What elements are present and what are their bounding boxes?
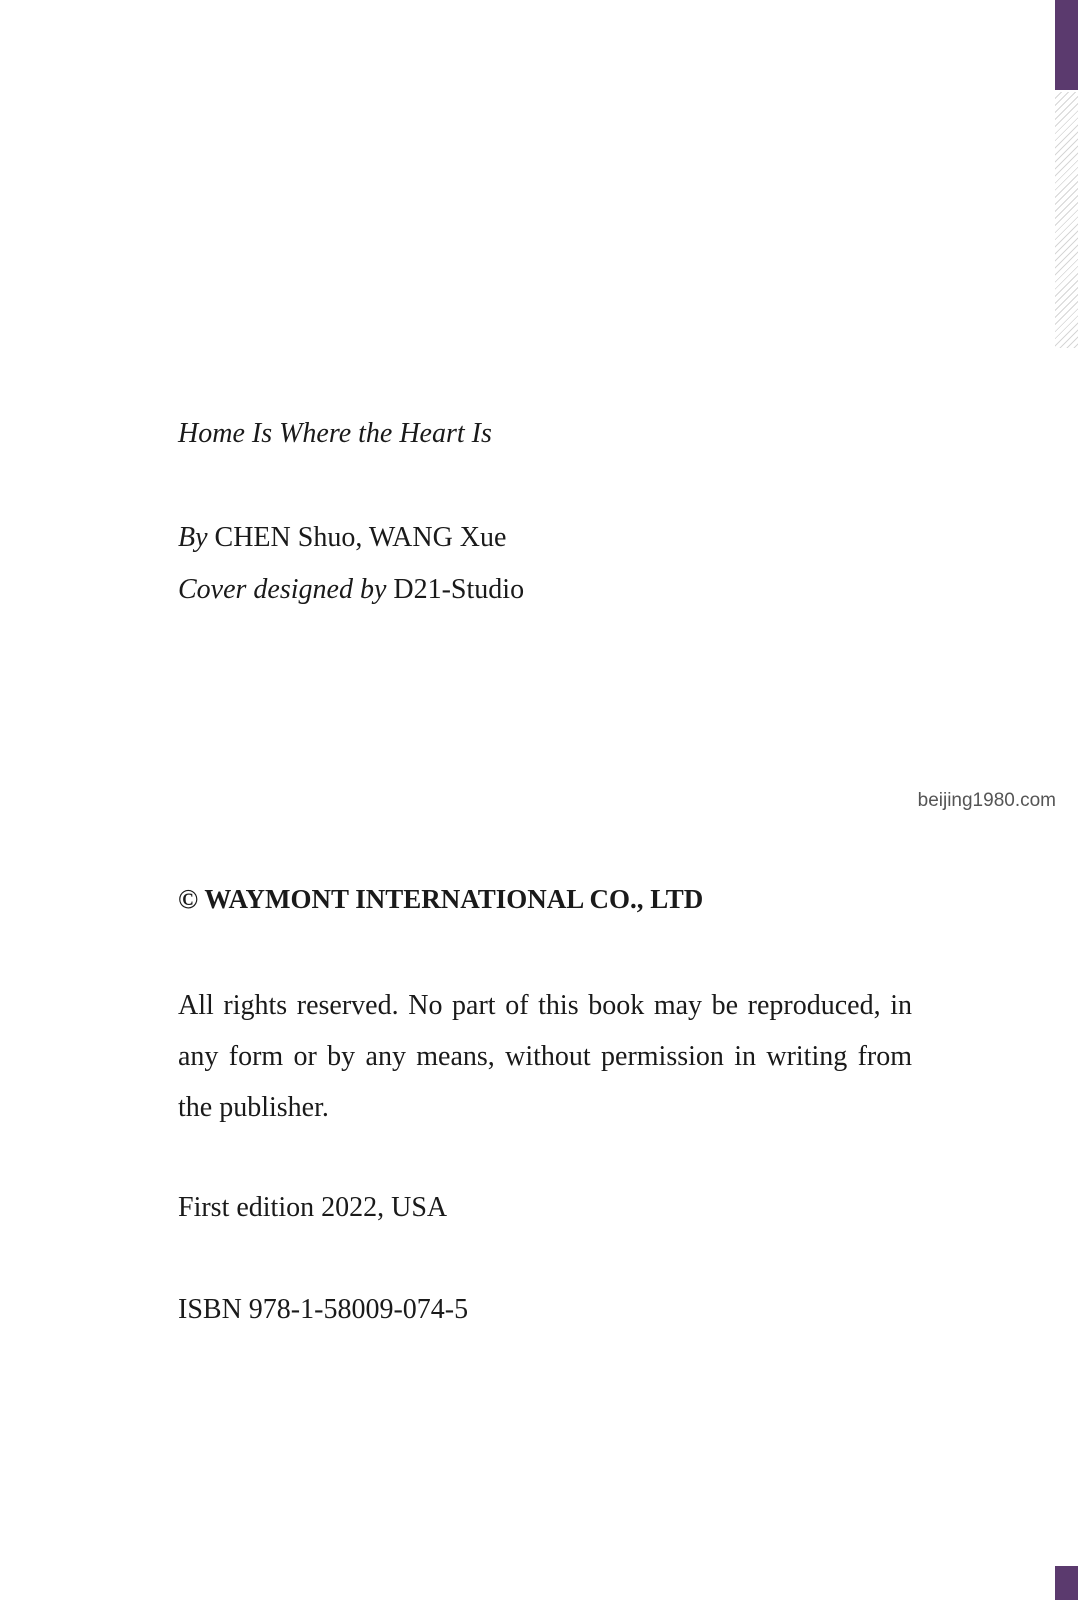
cover-credit-line <box>178 576 524 604</box>
watermark-text: beijing1980.com <box>917 790 1056 811</box>
edition-line: First edition 2022, USA <box>178 1192 448 1223</box>
isbn-line: ISBN 978-1-58009-074-5 <box>178 1294 469 1325</box>
cover-prefix: Cover designed by <box>178 574 387 605</box>
book-title: Home Is Where the Heart Is <box>178 418 492 449</box>
author-line <box>178 524 506 552</box>
authors: CHEN Shuo, WANG Xue <box>214 522 507 553</box>
edge-tab-top <box>1055 0 1078 90</box>
edge-hatch-pattern <box>1055 92 1078 348</box>
rights-notice: All rights reserved. No part of this book may be reproduced, in any form or by any means, without permission in writing from the publisher. <box>178 990 912 1123</box>
by-prefix: By <box>178 522 208 553</box>
cover-designer: D21-Studio <box>393 574 525 605</box>
copyright-line: © WAYMONT INTERNATIONAL CO., LTD <box>178 884 704 914</box>
edge-tab-bottom <box>1055 1566 1078 1600</box>
